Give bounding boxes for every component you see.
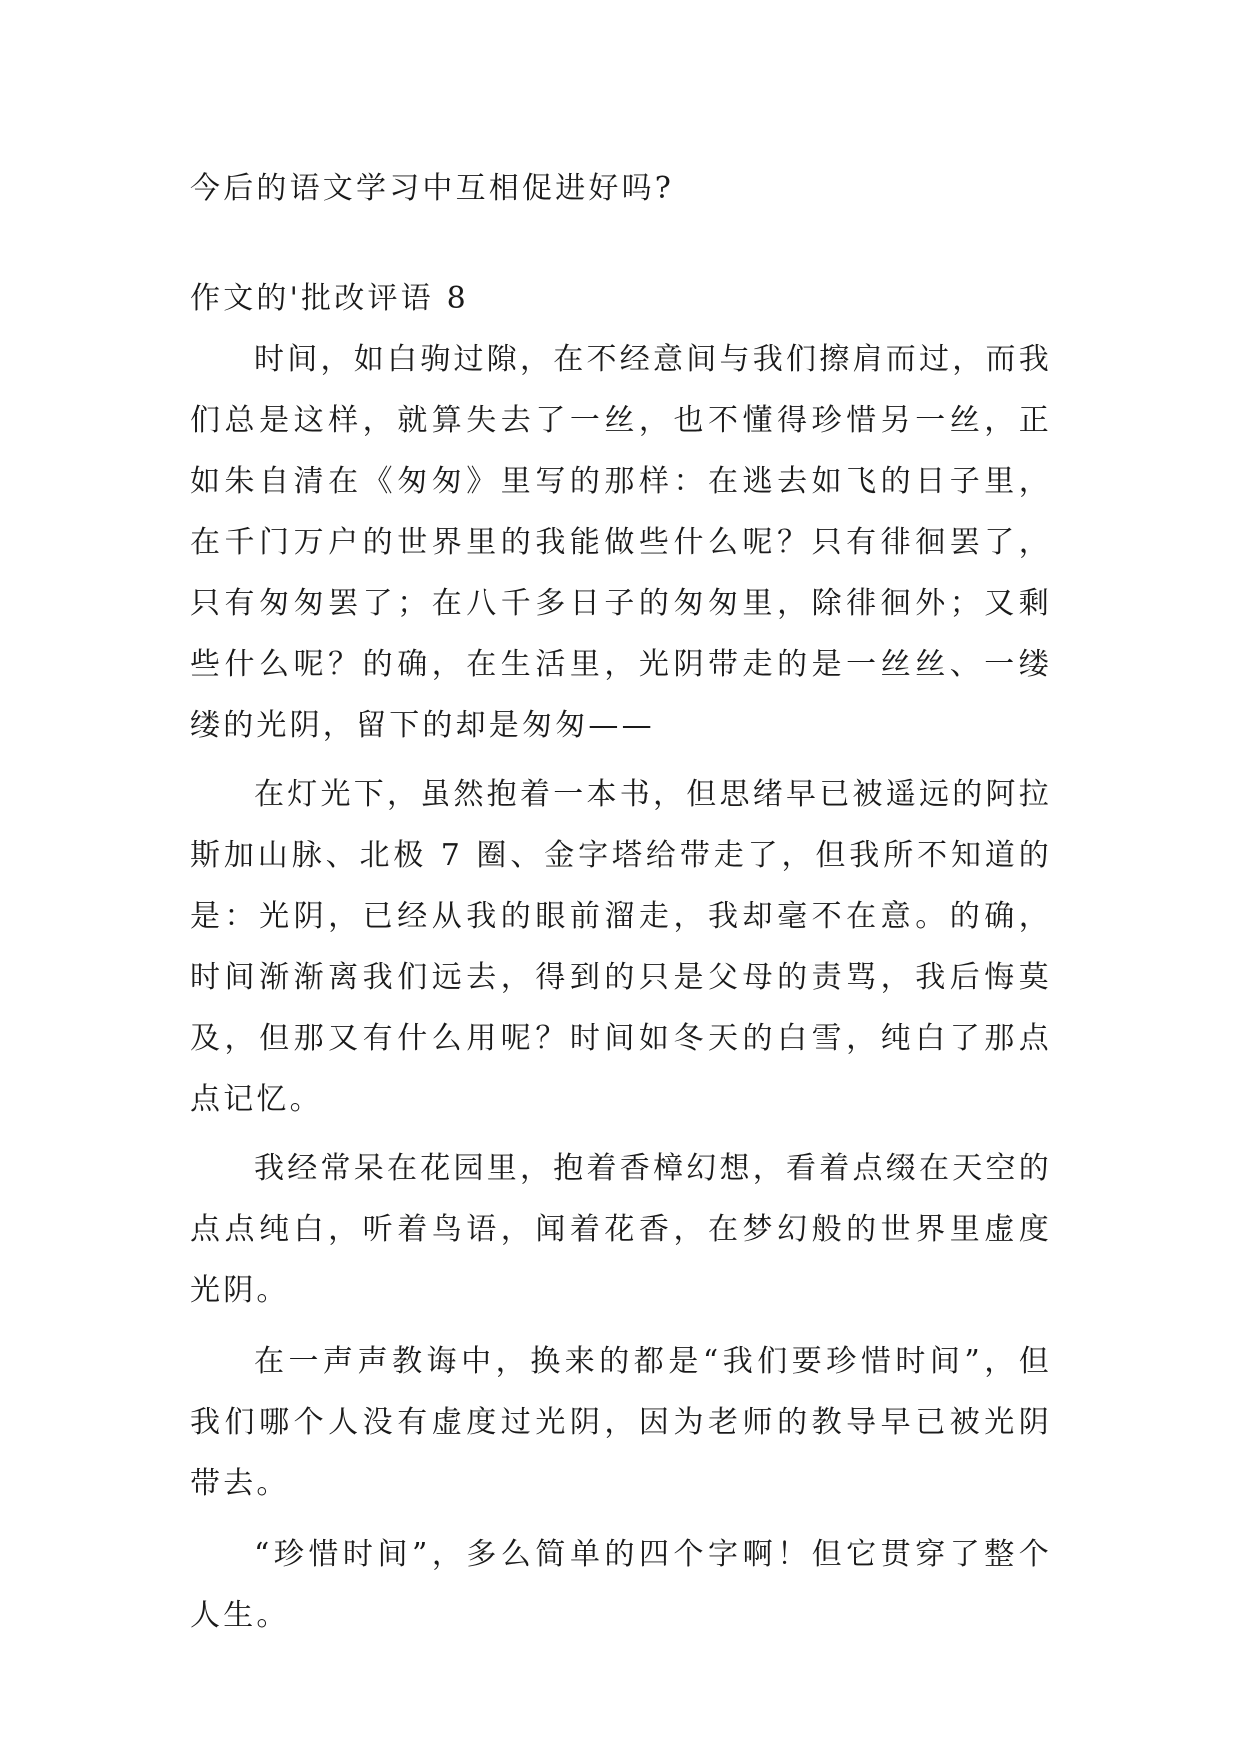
paragraph-1: 时间，如白驹过隙，在不经意间与我们擦肩而过，而我们总是这样，就算失去了一丝，也不懂得珍惜另一丝，正如朱自清在《匆匆》里写的那样：在逃去如飞的日子里，在千门万户的世界里的我能做些什么呢？只有徘徊罢了，只有匆匆罢了；在八千多日子的匆匆里，除徘徊外；又剩些什么呢？的确，在生活里，光阴带走的是一丝丝、一缕缕的光阴，留下的却是匆匆—— — [190, 342, 1052, 743]
paragraph-2: 在灯光下，虽然抱着一本书，但思绪早已被遥远的阿拉斯加山脉、北极 7 圈、金字塔给带走了，但我所不知道的是：光阴，已经从我的眼前溜走，我却毫不在意。的确，时间渐渐离我们远去，得到的只是父母的责骂，我后悔莫及，但那又有什么用呢？时间如冬天的白雪，纯白了那点点记忆。 — [190, 777, 1052, 1117]
section-heading: 作文的'批改评语 8 — [190, 281, 469, 316]
lead-line: 今后的语文学习中互相促进好吗? — [190, 171, 675, 206]
paragraph-3: 我经常呆在花园里，抱着香樟幻想，看着点缀在天空的点点纯白，听着鸟语，闻着花香，在梦幻般的世界里虚度光阴。 — [190, 1151, 1052, 1308]
paragraph-5: “珍惜时间”，多么简单的四个字啊！但它贯穿了整个人生。 — [190, 1537, 1052, 1633]
paragraph-4: 在一声声教诲中，换来的都是“我们要珍惜时间”，但我们哪个人没有虚度过光阴，因为老师的教导早已被光阴带去。 — [190, 1344, 1052, 1501]
document-body — [190, 158, 1052, 1646]
